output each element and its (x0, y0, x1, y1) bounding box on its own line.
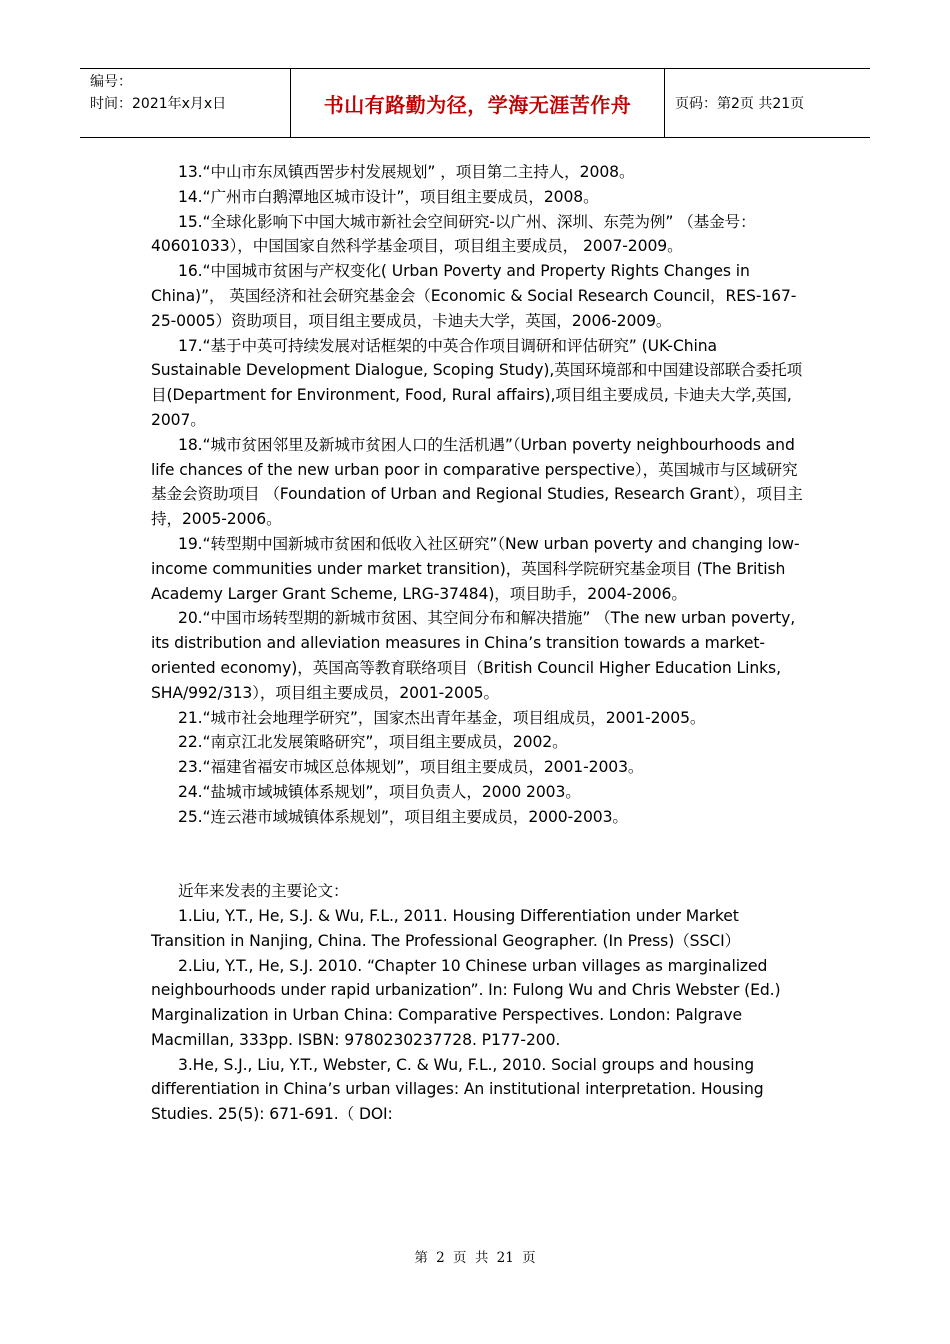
project-item-23: 23.“福建省福安市城区总体规划”，项目组主要成员，2001-2003。 (178, 758, 644, 777)
project-item-20: 20.“中国市场转型期的新城市贫困、其空间分布和解决措施” （The new urban poverty, its distribution and alleviation measures in China’s transition towards a market-oriented economy)，英国高等教育联络项目（British Council Higher Education Links, SHA/992/313），项目组主要成员，2001-2005。 (151, 609, 796, 702)
project-item-18: 18.“城市贫困邻里及新城市贫困人口的生活机遇”（Urban poverty neighbourhoods and life chances of the new urban poor in comparative perspective），英国城市与区域研究基金会资助项目 （Foundation of Urban and Regional Studies, Research Grant），项目主持，2005-2006。 (151, 435, 803, 529)
header-page-info: 页码：第2页 共21页 (675, 96, 805, 112)
papers-heading: 近年来发表的主要论文： (178, 882, 349, 901)
header-motto: 书山有路勤为径，学海无涯苦作舟 (291, 69, 665, 137)
paper-item-3: 3.He, S.J., Liu, Y.T., Webster, C. & Wu, F.L., 2010. Social groups and housing differentiation in China’s urban villages: An institutional interpretation. Housing Studies. 25(5): 671-691.（ DOI: (151, 1055, 764, 1124)
document-body (151, 160, 811, 1127)
project-item-22: 22.“南京江北发展策略研究”，项目组主要成员，2002。 (178, 733, 568, 752)
header-meta (80, 69, 291, 137)
project-item-14: 14.“广州市白鹅潭地区城市设计”，项目组主要成员，2008。 (178, 187, 599, 206)
paper-item-2: 2.Liu, Y.T., He, S.J. 2010. “Chapter 10 Chinese urban villages as marginalized neighbourhoods under rapid urbanization”. In: Fulong Wu and Chris Webster (Ed.) Marginalization in Urban China: Comparative Perspectives. London: Palgrave Macmillan, 333pp. ISBN: 9780230237728. P177-200. (151, 956, 781, 1049)
project-item-15: 15.“全球化影响下中国大城市新社会空间研究-以广州、深圳、东莞为例” （基金号：40601033），中国国家自然科学基金项目，项目组主要成员， 2007-2009。 (151, 212, 756, 256)
project-item-19: 19.“转型期中国新城市贫困和低收入社区研究”（New urban poverty and changing low-income communities under market transition)，英国科学院研究基金项目 (The British Academy Larger Grant Scheme, LRG-37484)，项目助手，2004-2006。 (151, 534, 800, 603)
project-item-16: 16.“中国城市贫困与产权变化( Urban Poverty and Property Rights Changes in China)”， 英国经济和社会研究基金会（Economic & Social Research Council，RES-167-25-0005）资助项目，项目组主要成员，卡迪夫大学，英国，2006-2009。 (151, 262, 797, 330)
project-item-21: 21.“城市社会地理学研究”，国家杰出青年基金，项目组成员，2001-2005。 (178, 708, 706, 727)
project-item-25: 25.“连云港市域城镇体系规划”，项目组主要成员，2000-2003。 (178, 807, 628, 826)
paper-item-1: 1.Liu, Y.T., He, S.J. & Wu, F.L., 2011. Housing Differentiation under Market Transition in Nanjing, China. The Professional Geographer. (In Press)（SSCI） (151, 906, 741, 950)
project-item-24: 24.“盐城市域城镇体系规划”，项目负责人，2000 2003。 (178, 782, 581, 801)
header-code-label: 编号： (90, 74, 132, 90)
project-item-13: 13.“中山市东凤镇西罟步村发展规划” ，项目第二主持人，2008。 (178, 163, 635, 181)
page-footer: 第 2 页 共 21 页 (414, 1250, 536, 1266)
header-date: 时间：2021年x月x日 (90, 96, 227, 112)
paragraph-spacer (151, 830, 811, 880)
project-item-17: 17.“基于中英可持续发展对话框架的中英合作项目调研和评估研究” (UK-China Sustainable Development Dialogue, Scoping Study),英国环境部和中国建设部联合委托项目(Department for Environment, Food, Rural affairs),项目组主要成员, 卡迪夫大学,英国, 2007。 (151, 336, 803, 429)
page-header (80, 68, 870, 138)
